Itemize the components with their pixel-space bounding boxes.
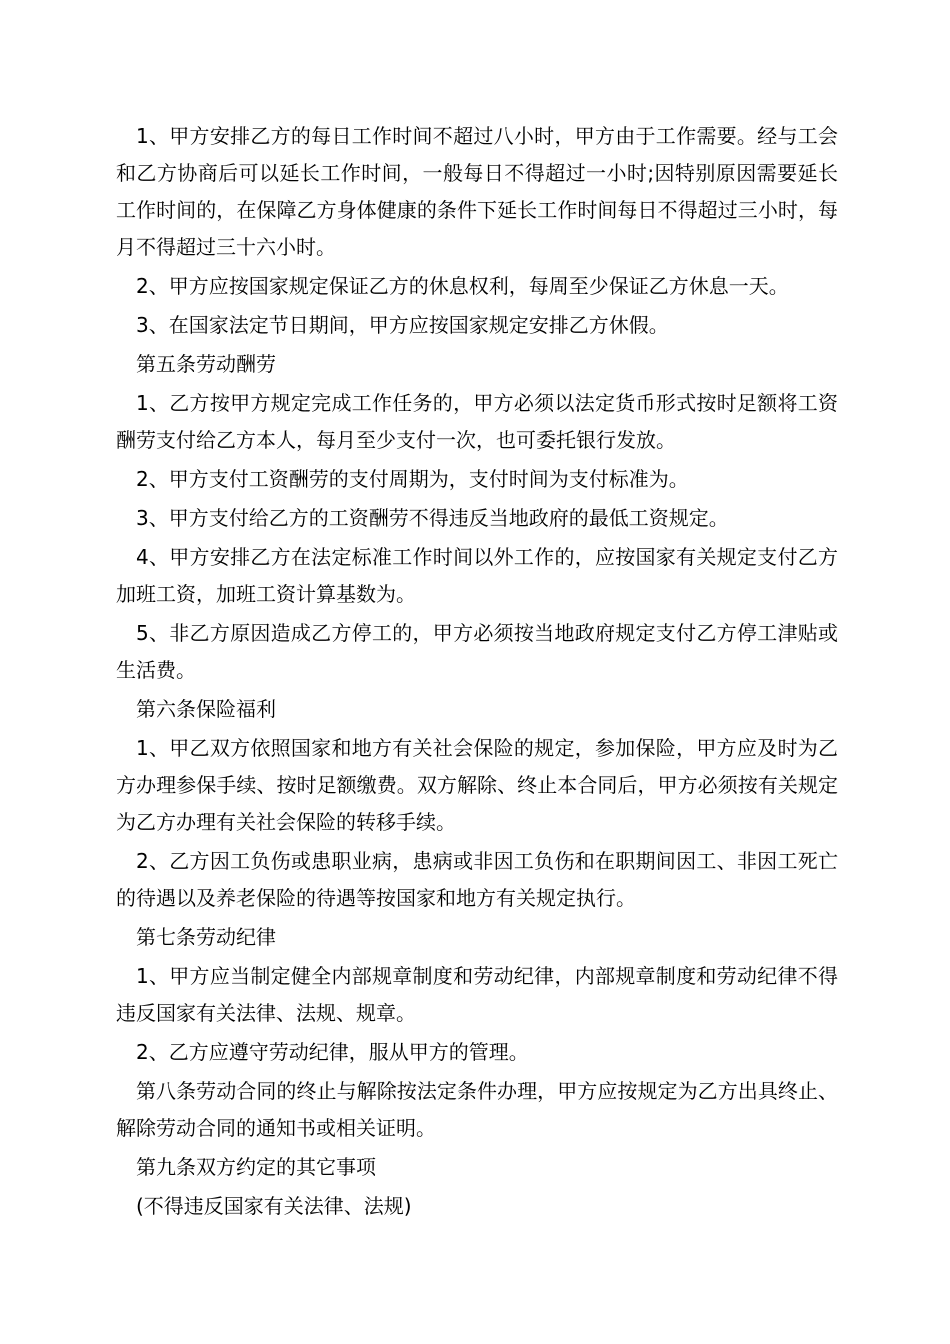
clause-7-item-1: 1、甲方应当制定健全内部规章制度和劳动纪律，内部规章制度和劳动纪律不得违反国家有关法律、法规、规章。 (116, 964, 838, 1025)
clause-5-heading: 第五条劳动酬劳 (136, 352, 276, 376)
clause-9-heading: 第九条双方约定的其它事项 (136, 1155, 376, 1179)
clause-5-item-2: 2、甲方支付工资酬劳的支付周期为，支付时间为支付标准为。 (136, 467, 689, 491)
clause-6-heading: 第六条保险福利 (136, 697, 276, 721)
clause-8-text: 第八条劳动合同的终止与解除按法定条件办理，甲方应按规定为乙方出具终止、解除劳动合同的通知书或相关证明。 (116, 1079, 838, 1140)
clause-6-item-1: 1、甲乙双方依照国家和地方有关社会保险的规定，参加保险，甲方应及时为乙方办理参保手续、按时足额缴费。双方解除、终止本合同后，甲方必须按有关规定为乙方办理有关社会保险的转移手续。 (116, 736, 838, 834)
clause-9-note: (不得违反国家有关法律、法规) (136, 1194, 412, 1218)
clause-4-item-3: 3、在国家法定节日期间，甲方应按国家规定安排乙方休假。 (136, 313, 669, 337)
clause-5-item-5: 5、非乙方原因造成乙方停工的，甲方必须按当地政府规定支付乙方停工津贴或生活费。 (116, 621, 838, 682)
clause-6-item-2: 2、乙方因工负伤或患职业病，患病或非因工负伤和在职期间因工、非因工死亡的待遇以及养老保险的待遇等按国家和地方有关规定执行。 (116, 849, 838, 910)
clause-4-item-2: 2、甲方应按国家规定保证乙方的休息权利，每周至少保证乙方休息一天。 (136, 274, 789, 298)
document-body (116, 118, 838, 1225)
clause-4-item-1: 1、甲方安排乙方的每日工作时间不超过八小时，甲方由于工作需要。经与工会和乙方协商后可以延长工作时间，一般每日不得超过一小时;因特别原因需要延长工作时间的，在保障乙方身体健康的条件下延长工作时间每日不得超过三小时，每月不得超过三十六小时。 (116, 124, 838, 259)
clause-7-heading: 第七条劳动纪律 (136, 925, 276, 949)
clause-7-item-2: 2、乙方应遵守劳动纪律，服从甲方的管理。 (136, 1040, 529, 1064)
clause-5-item-4: 4、甲方安排乙方在法定标准工作时间以外工作的，应按国家有关规定支付乙方加班工资，加班工资计算基数为。 (116, 545, 838, 606)
clause-5-item-1: 1、乙方按甲方规定完成工作任务的，甲方必须以法定货币形式按时足额将工资酬劳支付给乙方本人，每月至少支付一次，也可委托银行发放。 (116, 391, 838, 452)
clause-5-item-3: 3、甲方支付给乙方的工资酬劳不得违反当地政府的最低工资规定。 (136, 506, 729, 530)
